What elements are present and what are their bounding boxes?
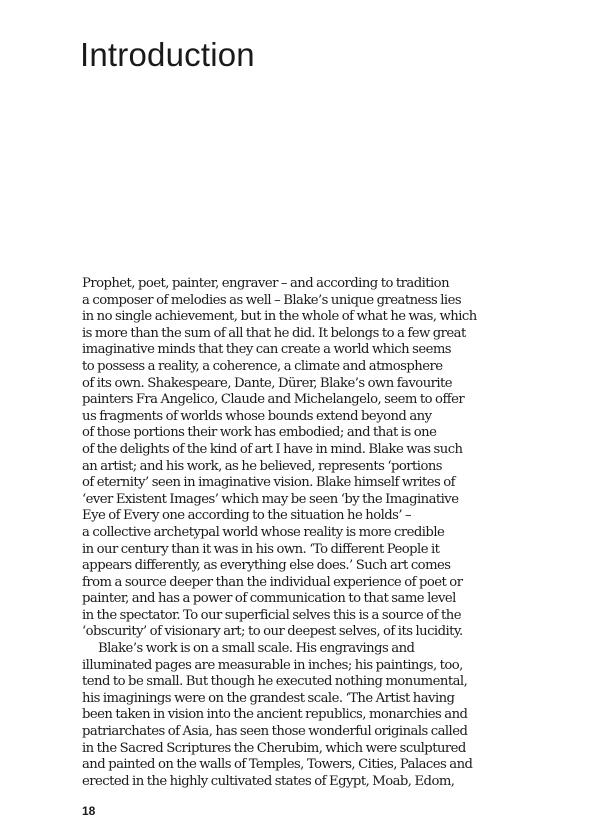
text-line: to possess a reality, a coherence, a climate and atmosphere	[82, 358, 443, 374]
text-line: Prophet, poet, painter, engraver – and according to tradition	[82, 276, 450, 291]
body-text	[82, 276, 552, 790]
text-line: from a source deeper than the individual experience of poet or	[82, 574, 463, 590]
text-line: is more than the sum of all that he did. It belongs to a few great	[82, 325, 466, 341]
text-line: of eternity’ seen in imaginative vision. Blake himself writes of	[82, 475, 455, 491]
text-line: in the Sacred Scriptures the Cherubim, which were sculptured	[82, 740, 466, 756]
text-line: tend to be small. But though he executed nothing monumental,	[82, 674, 468, 690]
text-line: a collective archetypal world whose reality is more credible	[82, 524, 445, 540]
text-line: in our century than it was in his own. ‘To different People it	[82, 541, 440, 557]
text-line: ‘obscurity’ of visionary art; to our deepest selves, of its lucidity.	[82, 624, 463, 640]
text-line: of its own. Shakespeare, Dante, Dürer, Blake’s own favourite	[82, 375, 453, 391]
page-title: Introduction	[80, 36, 255, 73]
text-line: his imaginings were on the grandest scale. ‘The Artist having	[82, 690, 455, 706]
text-line: in no single achievement, but in the whole of what he was, which	[82, 309, 477, 325]
text-line: us fragments of worlds whose bounds extend beyond any	[82, 408, 432, 424]
text-line: of those portions their work has embodied; and that is one	[82, 425, 437, 441]
text-line: and painted on the walls of Temples, Towers, Cities, Palaces and	[82, 757, 473, 773]
text-line: painter, and has a power of communication to that same level	[82, 591, 456, 607]
text-line: appears differently, as everything else does.’ Such art comes	[82, 558, 451, 574]
text-line: illuminated pages are measurable in inches; his paintings, too,	[82, 657, 463, 673]
text-line: ‘ever Existent Images’ which may be seen ‘by the Imaginative	[82, 491, 459, 507]
text-line: Eye of Every one according to the situation he holds’ –	[82, 508, 412, 524]
text-line: an artist; and his work, as he believed, represents ‘portions	[82, 458, 443, 474]
text-line: erected in the highly cultivated states of Egypt, Moab, Edom,	[82, 773, 455, 789]
text-line: painters Fra Angelico, Claude and Michelangelo, seem to offer	[82, 392, 465, 408]
text-line: patriarchates of Asia, has seen those wonderful originals called	[82, 724, 468, 740]
text-line: a composer of melodies as well – Blake’s unique greatness lies	[82, 292, 462, 308]
paragraph-start-line: Blake’s work is on a small scale. His engravings and	[98, 641, 415, 657]
text-line: imaginative minds that they can create a world which seems	[82, 342, 452, 358]
text-line: been taken in vision into the ancient republics, monarchies and	[82, 707, 468, 723]
text-line: in the spectator. To our superficial selves this is a source of the	[82, 607, 461, 623]
page-number: 18	[82, 804, 96, 818]
text-line: of the delights of the kind of art I have in mind. Blake was such	[82, 441, 463, 457]
